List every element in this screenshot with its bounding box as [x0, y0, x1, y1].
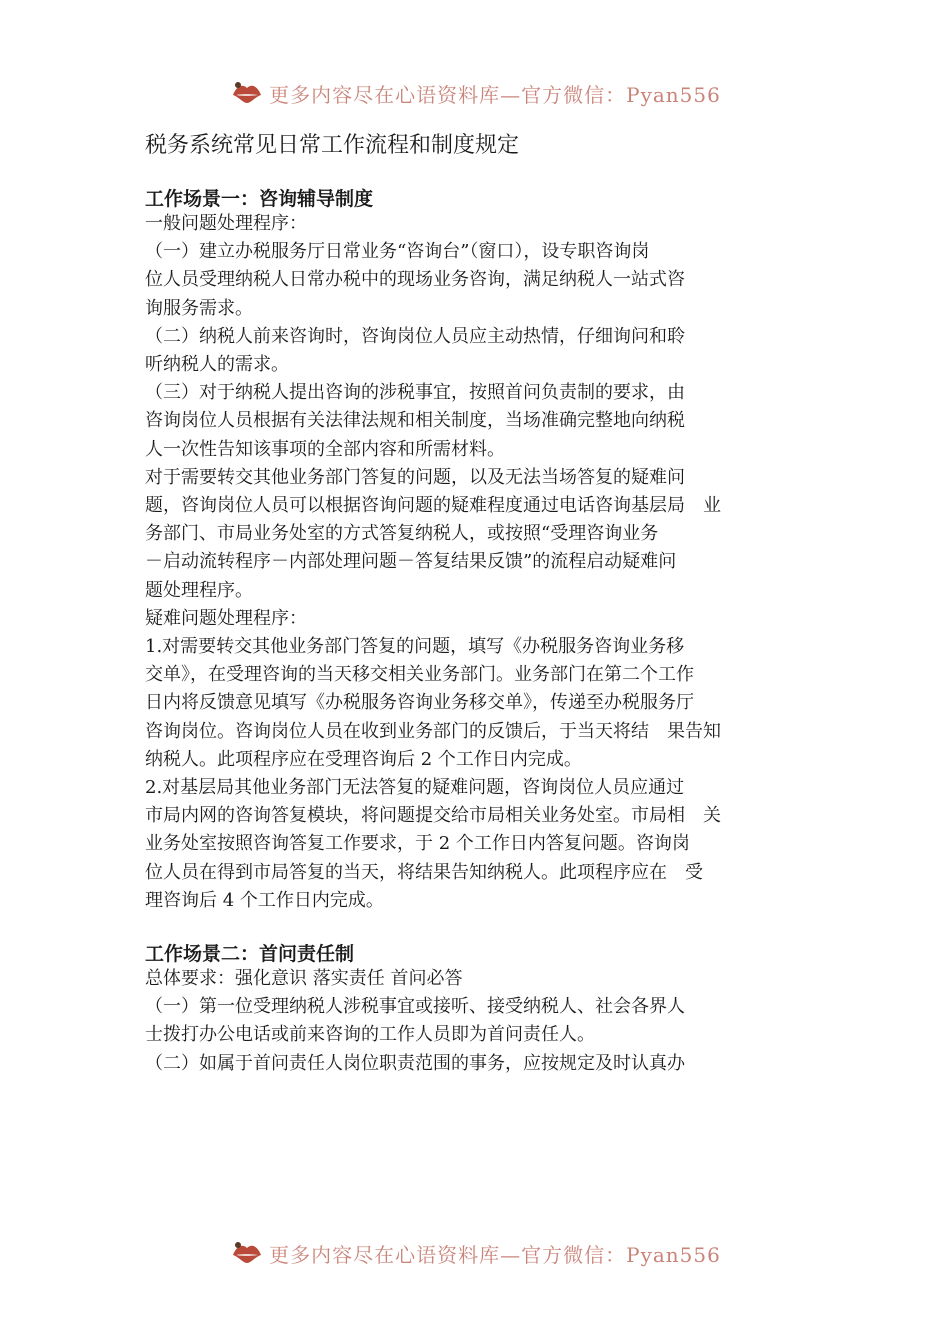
paragraph-line: 务部门、市局业务处室的方式答复纳税人，或按照“受理咨询业务 [145, 523, 659, 545]
watermark-footer [0, 1233, 950, 1273]
paragraph-line: 题处理程序。 [145, 579, 253, 601]
paragraph-line: 咨询岗位。咨询岗位人员在收到业务部门的反馈后，于当天将结 果告知 [145, 720, 721, 742]
watermark-text: 更多内容尽在心语资料库—官方微信：Pyan556 [269, 82, 721, 107]
paragraph-line: 疑难问题处理程序： [145, 607, 307, 629]
paragraph-line: 1.对需要转交其他业务部门答复的问题，填写《办税服务咨询业务移 [145, 636, 685, 658]
paragraph-line: 交单》，在受理咨询的当天移交相关业务部门。业务部门在第二个工作 [145, 664, 694, 686]
paragraph-line: 人一次性告知该事项的全部内容和所需材料。 [145, 438, 505, 460]
lips-icon [229, 1235, 265, 1271]
paragraph-line: 理咨询后 4 个工作日内完成。 [145, 889, 384, 911]
paragraph-line: （三）对于纳税人提出咨询的涉税事宜，按照首问负责制的要求，由 [145, 382, 685, 404]
paragraph-line: 位人员在得到市局答复的当天，将结果告知纳税人。此项程序应在 受 [145, 861, 703, 883]
section-gap [145, 915, 825, 943]
paragraph-line: 业务处室按照咨询答复工作要求，于 2 个工作日内答复问题。咨询岗 [145, 833, 690, 855]
paragraph-line: 题，咨询岗位人员可以根据咨询问题的疑难程度通过电话咨询基层局 业 [145, 495, 721, 517]
paragraph-line: 听纳税人的需求。 [145, 354, 289, 376]
paragraph-line: 位人员受理纳税人日常办税中的现场业务咨询，满足纳税人一站式咨 [145, 269, 685, 291]
paragraph-line: 日内将反馈意见填写《办税服务咨询业务移交单》，传递至办税服务厅 [145, 692, 694, 714]
paragraph-line: 士拨打办公电话或前来咨询的工作人员即为首问责任人。 [145, 1024, 595, 1046]
lips-icon [229, 75, 265, 111]
paragraph-line: －启动流转程序－内部处理问题－答复结果反馈”的流程启动疑难问 [145, 551, 677, 573]
watermark-text: 更多内容尽在心语资料库—官方微信：Pyan556 [269, 1242, 721, 1267]
paragraph-line: 一般问题处理程序： [145, 213, 307, 234]
section-1-content [145, 210, 825, 915]
section-heading-1: 工作场景一：咨询辅导制度 [145, 188, 374, 210]
paragraph-line: 2.对基层局其他业务部门无法答复的疑难问题，咨询岗位人员应通过 [145, 777, 685, 799]
paragraph-line: （二）纳税人前来咨询时，咨询岗位人员应主动热情，仔细询问和聆 [145, 325, 685, 347]
paragraph-line: 询服务需求。 [145, 297, 253, 319]
paragraph-line: 咨询岗位人员根据有关法律法规和相关制度，当场准确完整地向纳税 [145, 410, 685, 432]
paragraph-line: 对于需要转交其他业务部门答复的问题，以及无法当场答复的疑难问 [145, 466, 685, 488]
document-title: 税务系统常见日常工作流程和制度规定 [145, 133, 520, 158]
document-body [145, 128, 825, 1078]
paragraph-line: 总体要求：强化意识 落实责任 首问必答 [145, 968, 463, 990]
paragraph-line: 纳税人。此项程序应在受理咨询后 2 个工作日内完成。 [145, 748, 582, 770]
paragraph-line: 市局内网的咨询答复模块，将问题提交给市局相关业务处室。市局相 关 [145, 805, 721, 827]
paragraph-line: （二）如属于首问责任人岗位职责范围的事务，应按规定及时认真办 [145, 1052, 685, 1074]
watermark-header [0, 73, 950, 113]
paragraph-line: （一）建立办税服务厅日常业务“咨询台”（窗口），设专职咨询岗 [145, 241, 650, 263]
section-2-content [145, 965, 825, 1078]
section-heading-2: 工作场景二：首问责任制 [145, 943, 355, 966]
paragraph-line: （一）第一位受理纳税人涉税事宜或接听、接受纳税人、社会各界人 [145, 996, 685, 1018]
